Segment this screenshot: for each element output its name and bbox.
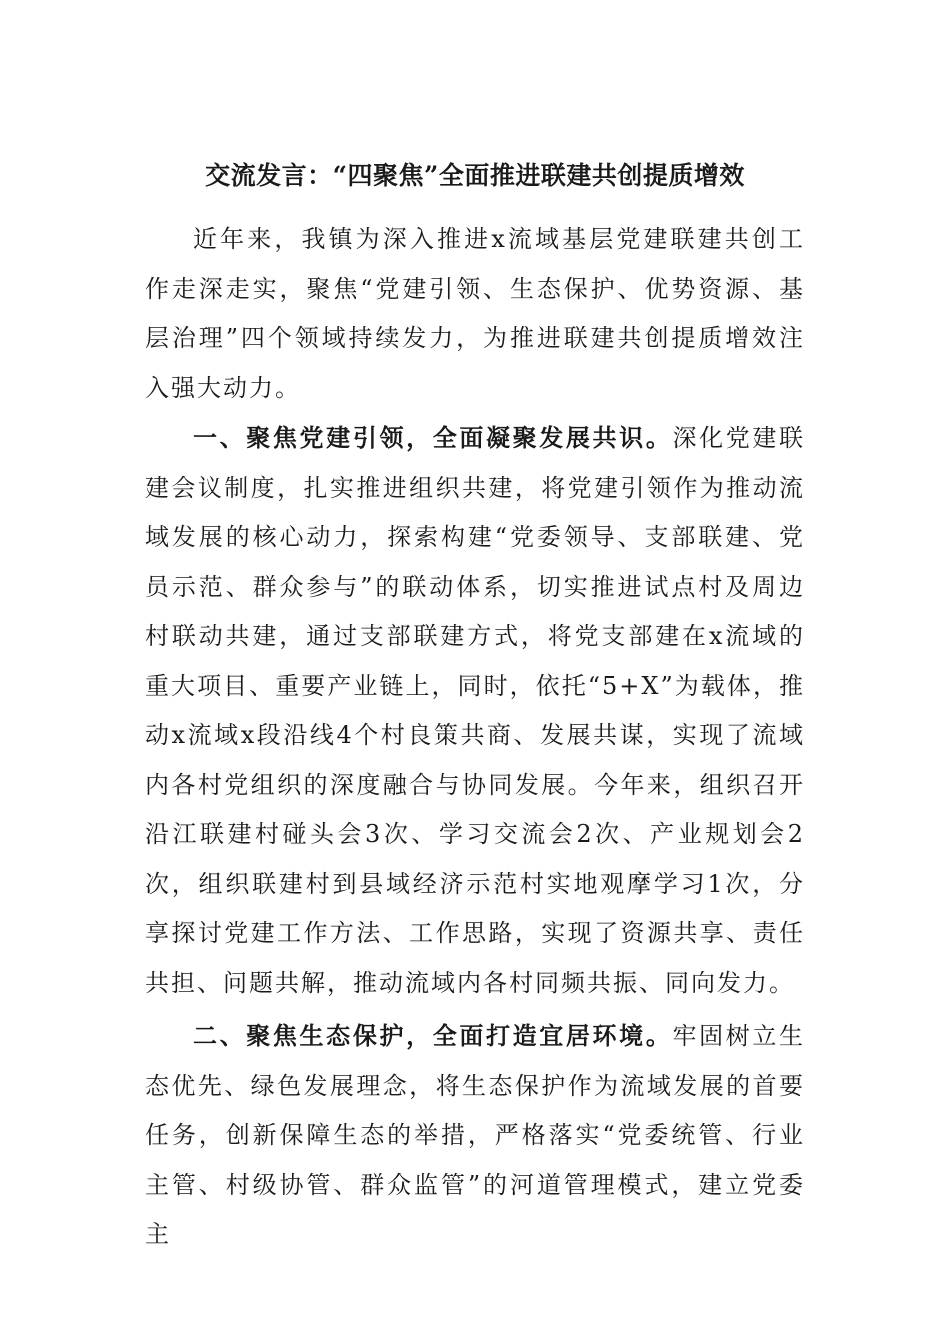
intro-paragraph bbox=[145, 215, 805, 413]
section-1-heading: 一、聚焦党建引领，全面凝聚发展共识。 bbox=[193, 423, 673, 452]
section-2-text: 牢固树立生态优先、绿色发展理念，将生态保护作为流域发展的首要任务，创新保障生态的举措，严格落实“党委统管、行业主管、村级协管、群众监管”的河道管理模式，建立党委主 bbox=[145, 1022, 805, 1248]
section-1-text: 深化党建联建会议制度，扎实推进组织共建，将党建引领作为推动流域发展的核心动力，探索构建“党委领导、支部联建、党员示范、群众参与”的联动体系，切实推进试点村及周边村联动共建，通过支部联建方式，将党支部建在x流域的重大项目、重要产业链上，同时，依托“5+X”为载体，推动x流域x段沿线4个村良策共商、发展共谋，实现了流域内各村党组织的深度融合与协同发展。今年来，组织召开沿江联建村碰头会3次、学习交流会2次、产业规划会2次，组织联建村到县域经济示范村实地观摩学习1次，分享探讨党建工作方法、工作思路，实现了资源共享、责任共担、问题共解，推动流域内各村同频共振、同向发力。 bbox=[145, 424, 805, 997]
section-1-paragraph bbox=[145, 413, 805, 1008]
document-title: 交流发言：“四聚焦”全面推进联建共创提质增效 bbox=[205, 161, 745, 190]
section-2-paragraph bbox=[145, 1011, 805, 1260]
section-2-heading: 二、聚焦生态保护，全面打造宜居环境。 bbox=[193, 1021, 673, 1050]
intro-paragraph-text: 近年来，我镇为深入推进x流域基层党建联建共创工作走深走实，聚焦“党建引领、生态保护、优势资源、基层治理”四个领域持续发力，为推进联建共创提质增效注入强大动力。 bbox=[145, 225, 805, 402]
